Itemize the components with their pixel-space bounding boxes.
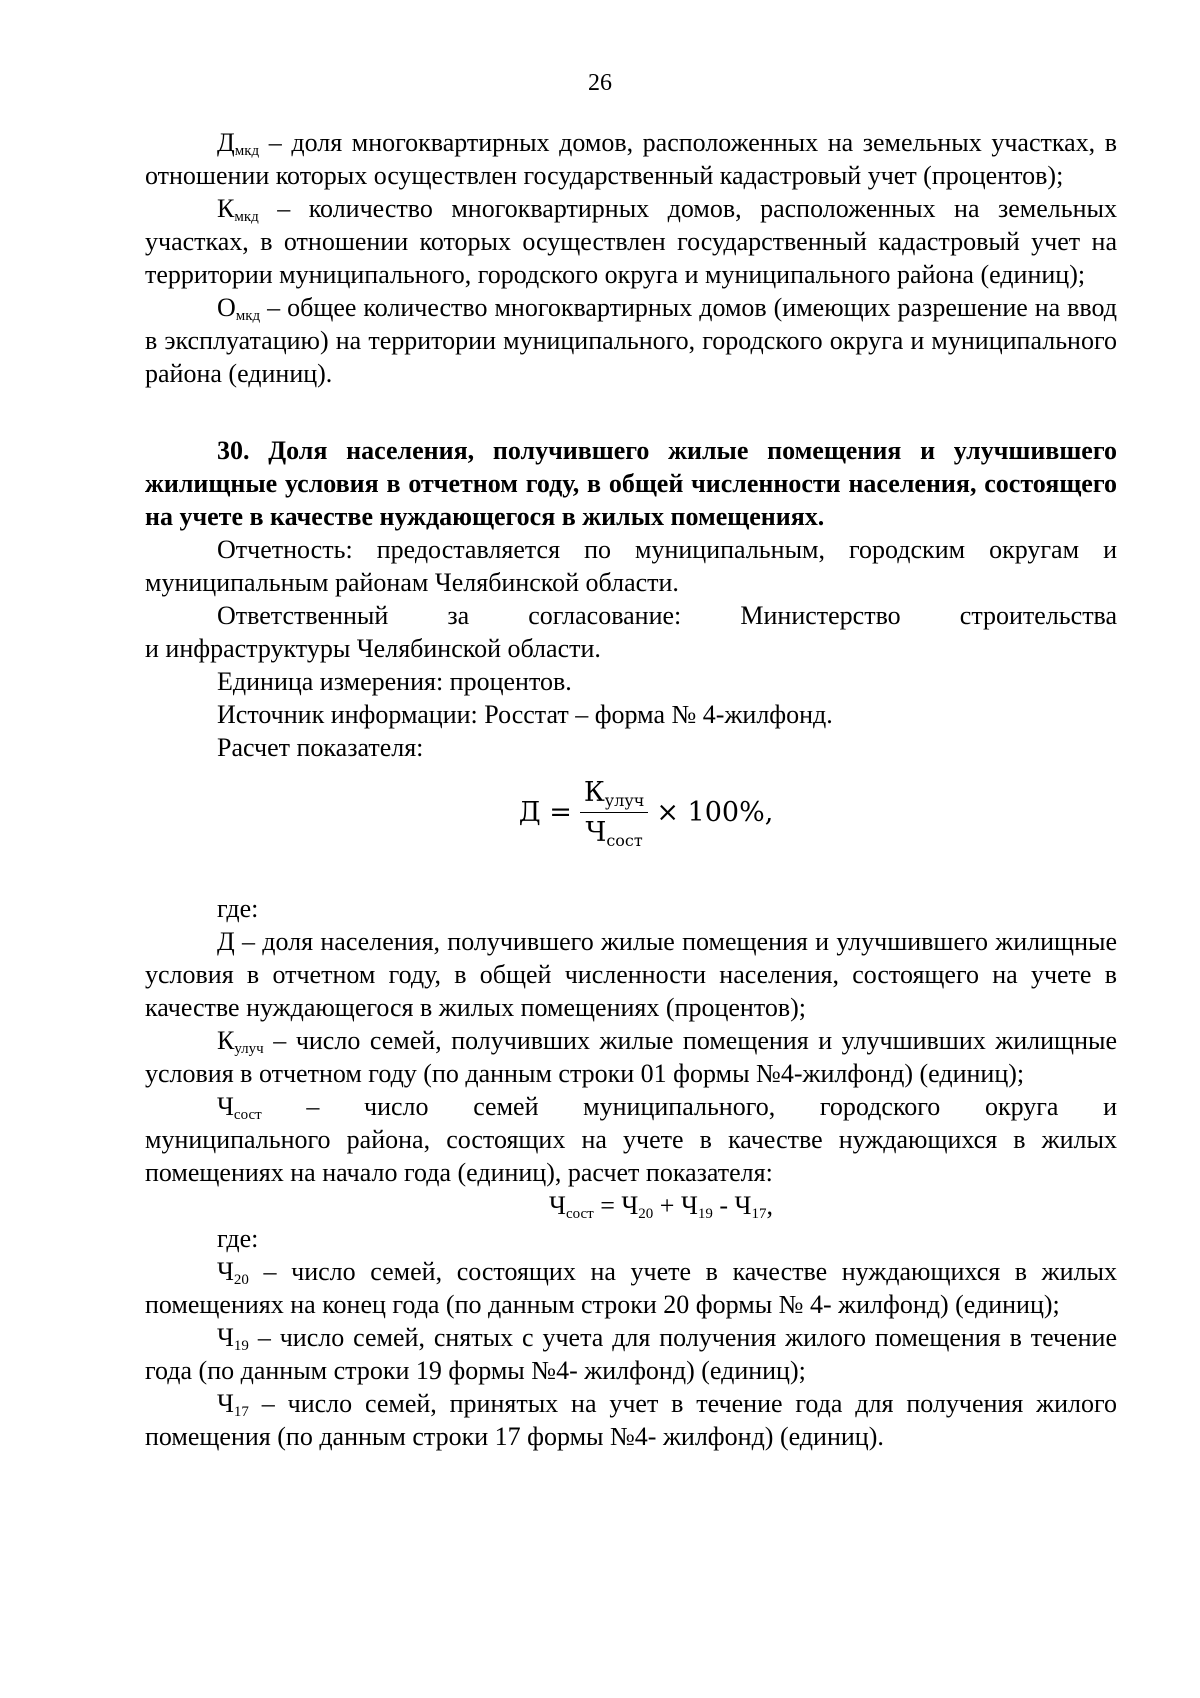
definition-d: Д – доля населения, получившего жилые помещения и улучшившего жилищные условия в отчетном году, в общей численности населения, состоящего на учете в качестве нуждающегося в жилых помещениях (процентов); (145, 927, 1117, 1022)
word: и (1103, 1092, 1118, 1121)
definition-text: – число семей, принятых на учет в течение года для получения жилого помещения (по данным строки 17 формы №4- жилфонд) (единиц). (145, 1389, 1117, 1451)
calc-label: Расчет показателя: (217, 733, 424, 762)
definition-ch-17 (145, 1387, 1117, 1453)
source-paragraph: Источник информации: Росстат – форма № 4-жилфонд. (217, 700, 833, 729)
word: Министерство (740, 601, 901, 630)
definition-ch-19 (145, 1321, 1117, 1387)
fraction-numerator (580, 776, 648, 813)
symbol-subscript: 17 (233, 1404, 249, 1420)
definition-text: – число семей, получивших жилые помещения и улучшивших жилищные условия в отчетном году (по данным строки 01 формы №4-жилфонд) (единиц); (145, 1026, 1117, 1088)
symbol-subscript: улуч (234, 1041, 264, 1057)
definition-ch-sost-line-1 (145, 1090, 1117, 1123)
definition-text: – доля многоквартирных домов, расположенных на земельных участках, в отношении которых осуществлен государственный кадастровый учет (процентов); (145, 128, 1117, 190)
reporting-paragraph: Отчетность: предоставляется по муниципальным, городским округам и муниципальным районам Челябинской области. (145, 535, 1117, 597)
symbol-subscript: сост (233, 1107, 262, 1123)
symbol: О (217, 293, 236, 322)
definition-text: – число семей, состоящих на учете в качестве нуждающихся в жилых помещениях на конец года (по данным строки 20 формы № 4- жилфонд) (единиц); (145, 1257, 1117, 1319)
denominator-subscript: сост (606, 830, 643, 850)
word: согласование: (528, 601, 682, 630)
symbol: Ч (217, 1092, 234, 1121)
word: муниципального, (583, 1092, 776, 1121)
formula-lhs: Д = (518, 796, 572, 828)
definition-ch-sost-rest: муниципального района, состоящих на учете в качестве нуждающихся в жилых помещениях на начало года (единиц), расчет показателя: (145, 1125, 1117, 1187)
formula-symbol: Ч (680, 1191, 698, 1220)
numerator-symbol: К (583, 776, 605, 808)
symbol-subscript: мкд (234, 143, 260, 159)
definition-text: – общее количество многоквартирных домов (имеющих разрешение на ввод в эксплуатацию) на территории муниципального, городского округа и муниципального района (единиц). (145, 293, 1117, 388)
word: за (447, 601, 470, 630)
fraction-denominator (581, 813, 646, 849)
formula-symbol: Ч (621, 1191, 639, 1220)
responsible-line-1 (145, 599, 1117, 632)
formula-subscript: сост (565, 1206, 594, 1222)
page-number: 26 (588, 70, 612, 96)
symbol-subscript: мкд (234, 209, 259, 225)
definition-d-mkd (145, 126, 1117, 192)
symbol-subscript: 20 (233, 1272, 249, 1288)
definition-text: – количество многоквартирных домов, расположенных на земельных участках, в отношении которых осуществлен государственный кадастровый учет на территории муниципального, городского округа и муниципального района (единиц); (145, 194, 1117, 289)
page-content (145, 126, 1117, 1453)
symbol: К (217, 194, 235, 223)
definition-o-mkd (145, 291, 1117, 390)
symbol: Ч (217, 1323, 234, 1352)
definition-k-mkd (145, 192, 1117, 291)
word: число (364, 1092, 429, 1121)
symbol: Ч (217, 1257, 234, 1286)
where-label-1: где: (217, 894, 259, 923)
formula-rhs: × 100%, (656, 796, 774, 828)
formula-subscript: 20 (638, 1206, 654, 1222)
word: Ответственный (217, 601, 389, 630)
responsible-line-2: и инфраструктуры Челябинской области. (145, 634, 601, 663)
formula-ch-sost (145, 1189, 1117, 1222)
formula-operator: + (653, 1191, 681, 1220)
formula-main (175, 764, 1117, 860)
definition-text: – число семей, снятых с учета для получения жилого помещения в течение года (по данным строки 19 формы №4- жилфонд) (единиц); (145, 1323, 1117, 1385)
section-heading: 30. Доля населения, получившего жилые помещения и улучшившего жилищные условия в отчетном году, в общей численности населения, состоящего на учете в качестве нуждающегося в жилых помещениях. (145, 436, 1117, 531)
unit-paragraph: Единица измерения: процентов. (217, 667, 572, 696)
definition-k-uluch (145, 1024, 1117, 1090)
symbol: Д (217, 128, 235, 157)
word: строительства (959, 601, 1118, 630)
symbol-subscript: 19 (233, 1338, 249, 1354)
formula-symbol: Ч (549, 1191, 566, 1220)
formula-subscript: 19 (697, 1206, 713, 1222)
where-label-2: где: (217, 1224, 259, 1253)
formula-operator: - (712, 1191, 735, 1220)
formula-subscript: 17 (751, 1206, 767, 1222)
symbol-subscript: мкд (235, 308, 261, 324)
formula-fraction (580, 776, 648, 849)
formula-punctuation: , (766, 1191, 773, 1220)
word: – (306, 1092, 320, 1121)
numerator-subscript: улуч (604, 790, 645, 810)
formula-symbol: Ч (734, 1191, 752, 1220)
word: семей (473, 1092, 539, 1121)
word: округа (984, 1092, 1059, 1121)
formula-operator: = (593, 1191, 622, 1220)
definition-ch-20 (145, 1255, 1117, 1321)
symbol: Ч (217, 1389, 234, 1418)
word: городского (819, 1092, 941, 1121)
denominator-symbol: Ч (585, 816, 607, 848)
symbol: К (217, 1026, 235, 1055)
